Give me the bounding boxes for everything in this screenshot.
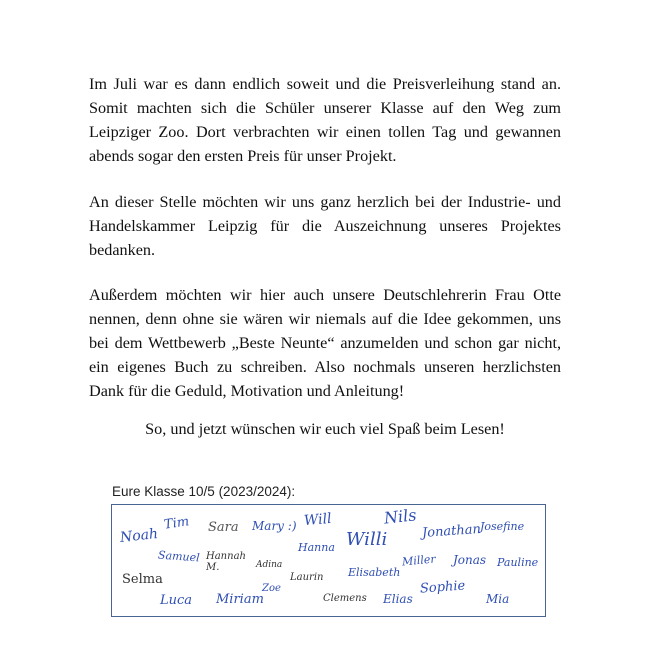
- signature-selma: Selma: [122, 572, 163, 587]
- signature-jonathan: Jonathan: [421, 521, 482, 542]
- signature-mary: Mary :): [252, 519, 297, 533]
- signature-noah: Noah: [119, 526, 159, 546]
- signature-caption: Eure Klasse 10/5 (2023/2024):: [112, 484, 296, 499]
- paragraph-award-ceremony: Im Juli war es dann endlich soweit und die Preisverleihung stand an. Somit machten sich die Schüler unserer Klasse auf den Weg zum Leipziger Zoo. Dort verbrachten wir einen tollen Tag und gewannen abends sogar den ersten Preis für unser Projekt.: [89, 75, 561, 165]
- paragraph-thanks-teacher: Außerdem möchten wir hier auch unsere Deutschlehrerin Frau Otte nennen, denn ohne sie wären wir niemals auf die Idee gekommen, uns bei dem Wettbewerb „Beste Neunte“ anzumelden und schon gar nicht, ein eigenes Buch zu schreiben. Also nochmals unseren herzlichsten Dank für die Geduld, Motivation und Anleitung!: [89, 286, 561, 400]
- signature-josefine: Josefine: [480, 520, 525, 533]
- closing-line: So, und jetzt wünschen wir euch viel Spaß beim Lesen!: [145, 420, 505, 438]
- signature-hanna: Hanna: [298, 541, 335, 554]
- signature-clemens: Clemens: [323, 593, 367, 604]
- signature-elias: Elias: [383, 592, 413, 606]
- signature-miller: Miller: [401, 552, 437, 569]
- signature-tim: Tim: [163, 514, 191, 533]
- signature-samuel: Samuel: [157, 548, 201, 565]
- signature-laurin: Laurin: [290, 572, 324, 583]
- signature-elisabeth: Elisabeth: [348, 566, 401, 579]
- signature-hannah: Hannah M.: [206, 551, 246, 573]
- signature-will: Will: [303, 510, 333, 530]
- signature-miriam: Miriam: [216, 592, 264, 607]
- signature-mia: Mia: [486, 592, 510, 606]
- paragraph-thanks-ihk: An dieser Stelle möchten wir uns ganz herzlich bei der Industrie- und Handelskammer Leipzig für die Auszeichnung unseres Projektes bedanken.: [89, 193, 561, 259]
- signature-pauline: Pauline: [497, 556, 539, 569]
- signature-luca: Luca: [160, 593, 193, 608]
- signature-willi: Willi: [346, 529, 388, 550]
- signature-nils: Nils: [383, 505, 418, 528]
- signature-box: [111, 504, 546, 617]
- signature-zoe: Zoe: [262, 583, 281, 594]
- signature-sara: Sara: [208, 520, 239, 535]
- signature-adina: Adina: [256, 560, 283, 570]
- signature-jonas: Jonas: [453, 553, 487, 567]
- signature-sophie: Sophie: [419, 578, 466, 597]
